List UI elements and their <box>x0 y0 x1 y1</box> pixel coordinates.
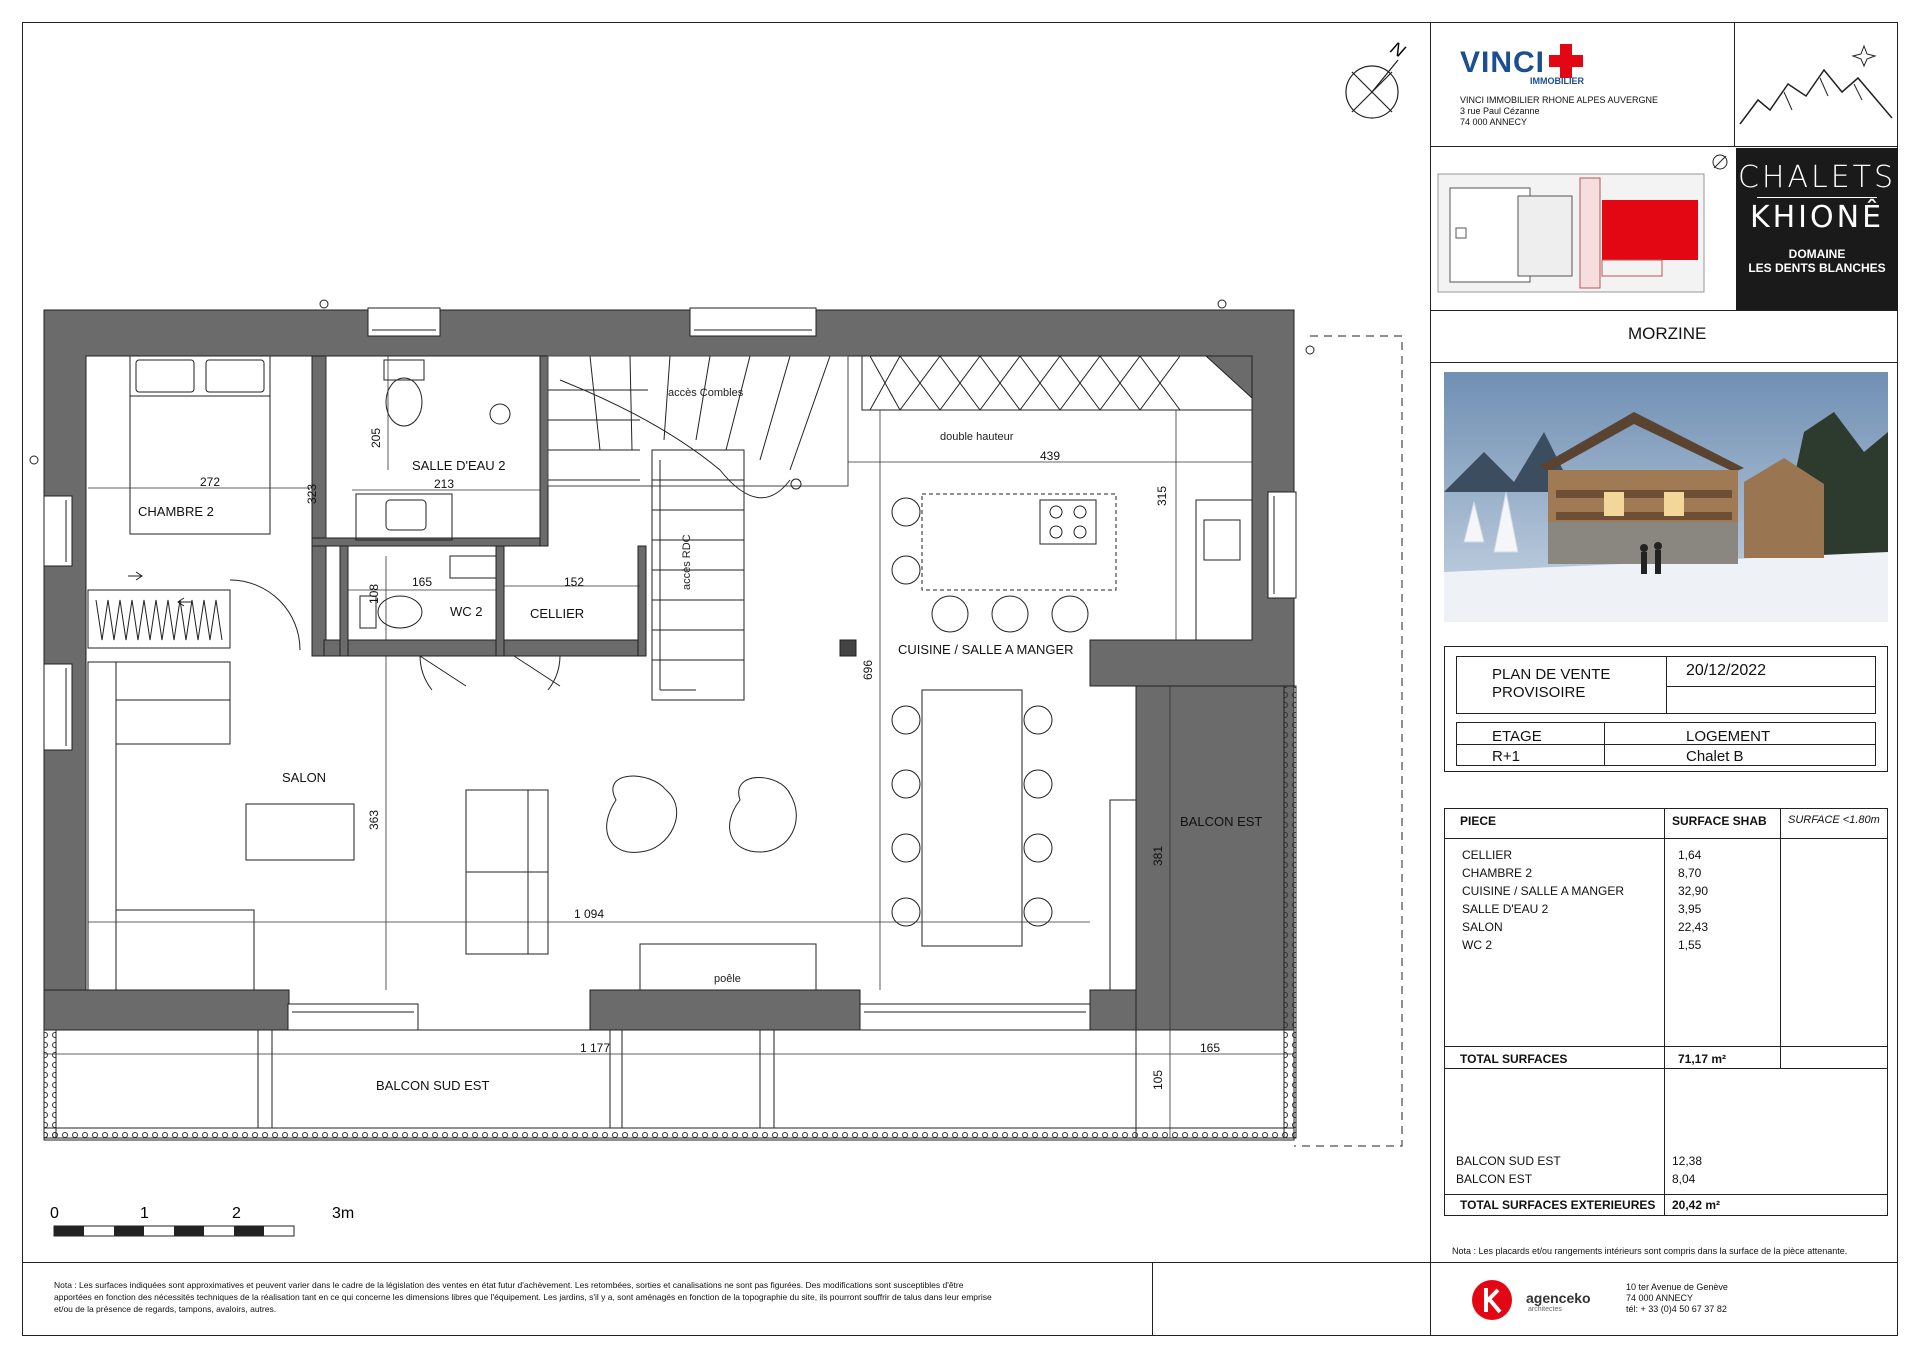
scale-1: 1 <box>140 1205 149 1222</box>
dim-165a: 165 <box>412 575 433 589</box>
etage-value: R+1 <box>1492 748 1520 765</box>
area-row: WC 2 <box>1462 938 1492 952</box>
balcony-south-east <box>44 1030 1294 1138</box>
dim-439: 439 <box>1040 449 1061 463</box>
south-wall-mid <box>590 990 860 1030</box>
area-value: 22,43 <box>1678 920 1709 934</box>
ext-area-row: BALCON EST <box>1456 1172 1533 1186</box>
architect-name: agenceko <box>1526 1290 1591 1306</box>
dim-272: 272 <box>200 475 221 489</box>
area-row: SALLE D'EAU 2 <box>1462 902 1549 916</box>
total-label: TOTAL SURFACES <box>1460 1052 1568 1066</box>
bottom-note-2: apportées en fonction des nécessités techniques de la réalisation tant en ce qui concerne les dimensions libres que l'équipement. Les jardins, s'il y a, sont aménagés en fonction de la topographie du site, ils pourront souffrir de talus dans leur emprise <box>54 1292 992 1302</box>
dim-152: 152 <box>564 575 585 589</box>
room-cellier: CELLIER <box>530 606 585 621</box>
scale-3: 3m <box>332 1205 355 1222</box>
bottom-note-3: et/ou de la présence de regards, tampons, avaloirs, autres. <box>54 1304 277 1314</box>
ext-area-row: BALCON SUD EST <box>1456 1154 1561 1168</box>
col-surface: SURFACE SHAB <box>1672 814 1767 828</box>
col-piece: PIECE <box>1460 814 1497 828</box>
room-salle-deau2: SALLE D'EAU 2 <box>412 458 506 473</box>
chalet-render <box>1444 372 1888 622</box>
site-map <box>1432 148 1732 308</box>
vinci-brand: VINCI <box>1460 46 1546 79</box>
area-value: 1,55 <box>1678 938 1702 952</box>
company-city: 74 000 ANNECY <box>1460 117 1528 127</box>
plan-type-line2: PROVISOIRE <box>1492 684 1586 701</box>
vinci-logo <box>1460 44 1583 80</box>
dim-363: 363 <box>367 809 381 830</box>
dim-323: 323 <box>305 483 319 504</box>
double-height-beams <box>862 356 1252 410</box>
area-value: 1,64 <box>1678 848 1702 862</box>
coffee-table <box>246 804 354 860</box>
dim-108: 108 <box>367 583 381 604</box>
vinci-cross-icon <box>1549 44 1583 78</box>
logement-label: LOGEMENT <box>1686 728 1771 745</box>
area-value: 3,95 <box>1678 902 1702 916</box>
room-cuisine: CUISINE / SALLE A MANGER <box>898 642 1074 657</box>
mountains-icon <box>1736 30 1896 140</box>
agenceko-logo-icon <box>1470 1278 1514 1322</box>
col-surface-low: SURFACE <1.80m <box>1788 814 1880 826</box>
area-row: CUISINE / SALLE A MANGER <box>1462 884 1625 898</box>
project-badge <box>1736 148 1898 310</box>
room-balcon-est: BALCON EST <box>1180 814 1263 829</box>
area-row: CELLIER <box>1462 848 1513 862</box>
room-chambre2: CHAMBRE 2 <box>138 504 214 519</box>
total-value: 71,17 m² <box>1678 1052 1727 1066</box>
location: MORZINE <box>1628 324 1707 343</box>
dim-1177: 1 177 <box>580 1041 611 1055</box>
dim-1094: 1 094 <box>574 907 605 921</box>
room-salon: SALON <box>282 770 327 785</box>
area-row: SALON <box>1462 920 1503 934</box>
dim-315: 315 <box>1155 485 1169 506</box>
domain-line2: LES DENTS BLANCHES <box>1748 261 1886 275</box>
north-label: N <box>1387 37 1409 62</box>
architect-addr1: 10 ter Avenue de Genève <box>1626 1282 1728 1292</box>
right-note: Nota : Les placards et/ou rangements intérieurs sont compris dans la surface de la pièce attenante. <box>1452 1246 1848 1256</box>
dim-381: 381 <box>1151 845 1165 866</box>
ext-total-label: TOTAL SURFACES EXTERIEURES <box>1460 1198 1656 1212</box>
kitchen-island <box>922 494 1116 590</box>
area-value: 32,90 <box>1678 884 1709 898</box>
sofa <box>88 662 254 990</box>
dining-table <box>922 690 1022 946</box>
architect-phone: tél: + 33 (0)4 50 67 37 82 <box>1626 1304 1727 1314</box>
scale-0: 0 <box>50 1205 59 1222</box>
ext-area-value: 8,04 <box>1672 1172 1696 1186</box>
etage-label: ETAGE <box>1492 728 1542 745</box>
bottom-note-1: Nota : Les surfaces indiquées sont approximatives et peuvent varier dans le cadre de la législation des ventes en état futur d'achèvement. Les retombées, sorties et canalisations ne sont pas figurées. Des modifications sont susceptibles d'être <box>54 1280 964 1290</box>
architect-sub: architectes <box>1528 1306 1562 1313</box>
label-double-hauteur: double hauteur <box>940 431 1014 443</box>
dim-696: 696 <box>861 659 875 680</box>
dim-105: 105 <box>1151 1069 1165 1090</box>
scale-2: 2 <box>232 1205 241 1222</box>
room-balcon-sud-est: BALCON SUD EST <box>376 1078 490 1093</box>
south-wall-left <box>44 990 289 1030</box>
south-wall-right <box>1090 990 1136 1030</box>
dim-205: 205 <box>369 427 383 448</box>
vinci-sub: IMMOBILIER <box>1530 76 1584 86</box>
label-poele: poêle <box>714 973 741 985</box>
ext-total-value: 20,42 m² <box>1672 1198 1721 1212</box>
company-street: 3 rue Paul Cézanne <box>1460 106 1540 116</box>
project-line2: KHIONÊ <box>1749 200 1885 235</box>
north-arrow-icon <box>1346 60 1398 118</box>
architect-addr2: 74 000 ANNECY <box>1626 1293 1694 1303</box>
ext-area-value: 12,38 <box>1672 1154 1703 1168</box>
company-name: VINCI IMMOBILIER RHONE ALPES AUVERGNE <box>1460 95 1659 105</box>
partition-chambre <box>312 356 326 656</box>
scale-bar <box>50 1205 354 1236</box>
plan-type-line1: PLAN DE VENTE <box>1492 666 1611 683</box>
area-value: 8,70 <box>1678 866 1702 880</box>
label-acces-rdc: accès RDC <box>681 534 693 590</box>
label-acces-combles: accès Combles <box>668 387 744 399</box>
logement-value: Chalet B <box>1686 748 1744 765</box>
room-wc2: WC 2 <box>450 604 483 619</box>
project-line1: CHALETS <box>1737 160 1897 195</box>
dim-165b: 165 <box>1200 1041 1221 1055</box>
domain-line1: DOMAINE <box>1788 247 1846 261</box>
dim-213: 213 <box>434 477 455 491</box>
area-row: CHAMBRE 2 <box>1462 866 1533 880</box>
plan-date: 20/12/2022 <box>1686 662 1767 679</box>
